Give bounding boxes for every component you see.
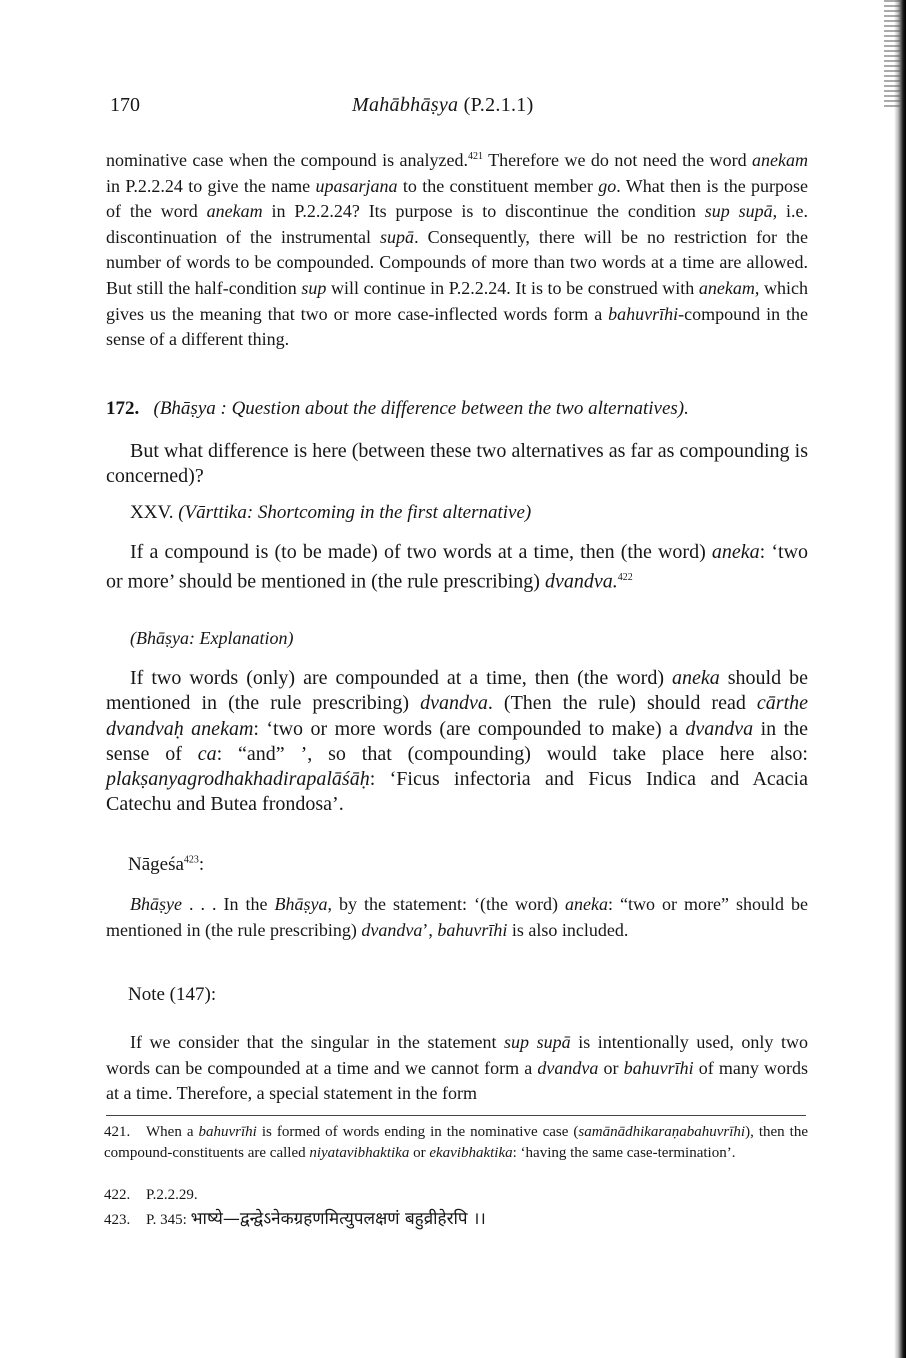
paragraph-2: But what difference is here (between these two alternatives as far as compounding is concerned)?: [106, 440, 808, 488]
footnote-423: 423. P. 345: भाष्ये—द्वन्द्वेऽनेकग्रहणमित्युपलक्षणं बहुव्रीहेरपि ।।: [104, 1209, 486, 1229]
page-number: 170: [110, 94, 140, 116]
paragraph-4: If two words (only) are compounded at a time, then (the word) aneka should be mentioned in (the rule prescribing) dvandva. (Then the rule) should read cārthe dvandvaḥ anekam: ‘two or more words (are compounded to make) a dvandva in the sense of ca: “and” ’, so that (compounding) would take place here also: plakṣanyagrodhakhadirapalāśāḥ: ‘Ficus infectoria and Ficus Indica and Acacia Catechu and Butea frondosa’.: [106, 667, 808, 816]
book-spine-edge: [894, 0, 906, 1358]
running-ref: (P.2.1.1): [463, 94, 534, 116]
footnote-number: 422.: [104, 1187, 131, 1203]
bhasya-explanation-heading: (Bhāṣya: Explanation): [130, 628, 294, 648]
page-header: [110, 94, 806, 120]
footnote-ref-423[interactable]: 423: [183, 854, 199, 866]
paragraph-3: If a compound is (to be made) of two words at a time, then (the word) aneka: ‘two or more’ should be mentioned in (the rule prescribing) dvandva.$^{422}$: [106, 541, 809, 593]
footnote-ref-422[interactable]: 422: [617, 572, 633, 584]
footnote-number: 423.: [104, 1212, 131, 1228]
paragraph-6: If we consider that the singular in the statement sup supā is intentionally used, only two words can be compounded at a time and we cannot form a dvandva or bahuvrīhi of many words at a time. Therefore, a special statement in the form: [106, 1032, 808, 1104]
paragraph-1: nominative case when the compound is analyzed.$^{421}$ Therefore we do not need the word anekam in P.2.2.24 to give the name upasarjana to the constituent member go. What then is the purpose of the word anekam in P.2.2.24? Its purpose is to discontinue the condition sup supā, i.e. discontinuation of the instrumental supā. Consequently, there will be no restriction for the number of words to be compounded. Compounds of more than two words at a time are allowed. But still the half-condition sup will continue in P.2.2.24. It is to be construed with anekam, which gives us the meaning that two or more case-inflected words form a bahuvrīhi-compound in the sense of a different thing.: [106, 150, 809, 350]
footnote-number: 421.: [104, 1124, 131, 1140]
varttika-heading: XXV. (Vārttika: Shortcoming in the first alternative): [130, 502, 532, 523]
section-172-heading: 172. (Bhāṣya : Question about the difference between the two alternatives).: [106, 398, 689, 419]
footnote-divider: [106, 1115, 806, 1116]
paragraph-5: Bhāṣye . . . In the Bhāṣya, by the statement: ‘(the word) aneka: “two or more” should be mentioned in (the rule prescribing) dvandva’, bahuvrīhi is also included.: [106, 894, 809, 940]
note-heading: Note (147):: [128, 984, 217, 1005]
running-title: Mahābhāṣya (P.2.1.1): [352, 94, 534, 116]
footnote-ref-421[interactable]: 421: [467, 151, 483, 162]
scan-noise: [884, 0, 900, 110]
nagesa-heading: Nāgeśa$^{423}$:: [128, 854, 205, 875]
footnote-422: 422. P.2.2.29.: [104, 1185, 808, 1206]
footnote-421: 421. When a bahuvrīhi is formed of words ending in the nominative case (samānādhikaraṇabahuvrīhi), then the compound-constituents are called niyatavibhaktika or ekavibhaktika: ‘having the same case-termination’.: [104, 1124, 808, 1161]
section-number: 172.: [106, 398, 140, 419]
devanagari-quote: भाष्ये—द्वन्द्वेऽनेकग्रहणमित्युपलक्षणं बहुव्रीहेरपि ।।: [190, 1209, 486, 1229]
